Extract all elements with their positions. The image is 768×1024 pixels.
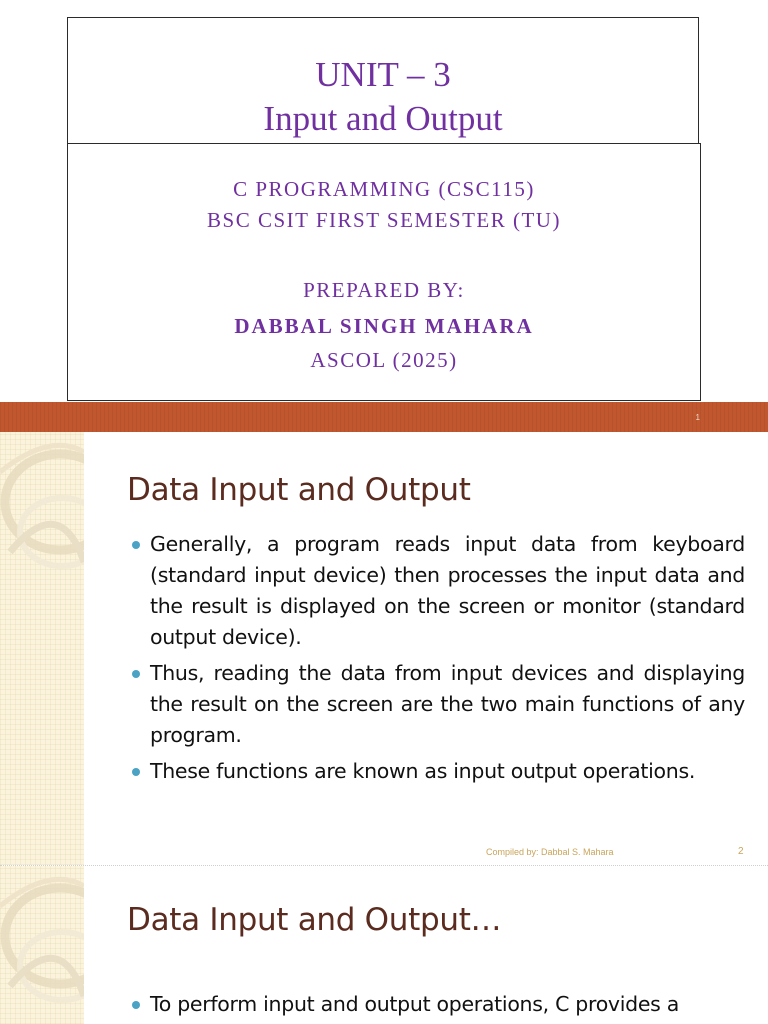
program-name: BSC CSIT FIRST SEMESTER (TU) [207, 208, 561, 232]
bullet-icon [132, 1001, 140, 1009]
swirl-decoration-icon [0, 866, 84, 1024]
bullet-icon [132, 541, 140, 549]
unit-title: UNIT – 3 [315, 55, 451, 94]
institution: ASCOL (2025) [310, 348, 458, 372]
author-name: DABBAL SINGH MAHARA [234, 314, 534, 338]
content-slide-3 [0, 866, 768, 1024]
footer-band [0, 402, 768, 432]
list-item: To perform input and output operations, C provides a [132, 989, 745, 1020]
content-slide-2 [0, 432, 768, 865]
bullet-list [132, 989, 745, 1024]
course-name: C PROGRAMMING (CSC115) [233, 177, 535, 201]
title-box [67, 17, 699, 143]
unit-subtitle: Input and Output [263, 99, 503, 138]
bullet-list [132, 529, 745, 792]
slide-title: Data Input and Output [127, 472, 471, 508]
decorative-sidebar [0, 866, 84, 1024]
slide1-page-number: 1 [695, 413, 700, 422]
decorative-sidebar [0, 432, 84, 865]
list-item: Generally, a program reads input data from keyboard (standard input device) then processes the input data and the result is displayed on the screen or monitor (standard output device). [132, 529, 745, 653]
list-item: These functions are known as input output operations. [132, 756, 745, 787]
prepared-by-label: PREPARED BY: [303, 278, 465, 302]
slide-title: Data Input and Output… [127, 902, 502, 938]
title-slide [0, 0, 768, 402]
swirl-decoration-icon [0, 432, 84, 865]
info-box [67, 143, 701, 401]
footer-credit: Compiled by: Dabbal S. Mahara [486, 847, 614, 857]
bullet-icon [132, 768, 140, 776]
slide2-page-number: 2 [738, 846, 744, 857]
bullet-icon [132, 670, 140, 678]
list-item: Thus, reading the data from input devices and displaying the result on the screen are the two main functions of any program. [132, 658, 745, 751]
